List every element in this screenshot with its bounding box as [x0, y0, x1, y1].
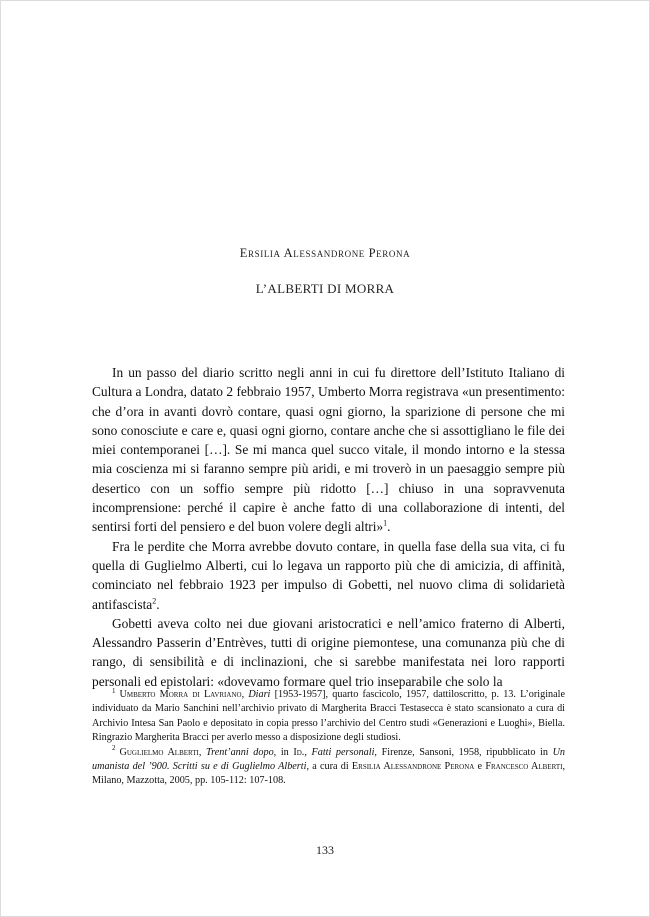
main-text: [92, 363, 565, 691]
article-title: L’ALBERTI DI MORRA: [255, 281, 395, 296]
footnote-1-text: [1953-1957], quarto fascicolo, 1957, dattiloscritto, p. 13. L’originale individuato da Mario Sanchini nell’archivio privato di Margherita Bracci Testasecca è stato scansionato a cura di Archivio Intesa San Paolo e depositato in copia presso l’archivio del Centro studi «Generazioni e Luoghi», Biella. Ringrazio Margherita Bracci per averlo messo a disposizione degli studiosi.: [92, 689, 566, 744]
paragraph-2: Fra le perdite che Morra avrebbe dovuto contare, in quella fase della sua vita, ci fu quella di Guglielmo Alberti, cui lo legava un rapporto più che di amicizia, di affinità, cominciato nel febbraio 1923 per impulso di Gobetti, nel nuovo clima di solidarietà antifascista$^2$.: [92, 538, 565, 612]
paragraph-3-text: Gobetti aveva colto nei due giovani aristocratici e nell’amico fraterno di Alberti, Alessandro Passerin d’Entrèves, tutti di origine piemontese, una comunanza più che di rango, di sensibilità e di inclinazioni, che si sarebbe manifestata nei loro rapporti personali ed epistolari: «dovevamo formare quel trio inseparabile che solo la: [92, 615, 565, 689]
footnote-2-editor-2: Francesco Alberti: [485, 761, 563, 773]
paragraph-1: In un passo del diario scritto negli anni in cui fu direttore dell’Istituto Italiano di Cultura a Londra, datato 2 febbraio 1957, Umberto Morra registrava «un presentimento: che d’ora in avanti dovrò contare, quasi ogni giorno, la sparizione di persone che mi sono conosciute e care e, quasi ogni giorno, contare anche che si assottigliano le file dei miei contemporanei […]. Se mi manca quel succo vitale, il mondo intorno e la stessa mia coscienza mi si faranno sempre più aridi, e mi troverò in un paesaggio sempre più desertico con un soffio sempre più ridotto […] chiuso in una sopravvenuta incomprensione: perché il capire è anche fatto di una collaborazione di intenti, del sentirsi forti del pensiero e del buon volere degli altri»$^1$.: [92, 365, 565, 535]
paragraph-1-text: In un passo del diario scritto negli anni in cui fu direttore dell’Istituto Italiano di Cultura a Londra, datato 2 febbraio 1957, Umberto Morra registrava «un presentimento: che d’ora in avanti dovrò contare, quasi ogni giorno, la sparizione di persone che mi sono conosciute e care e, quasi ogni giorno, contare anche che si assottigliano le file dei miei contemporanei […]. Se mi manca quel succo vitale, il mondo intorno e la stessa mia coscienza mi si faranno sempre più aridi, e mi troverò in un paesaggio sempre più desertico con un soffio sempre più ridotto […] chiuso in una sopravvenuta incomprensione: perché il capire è anche fatto di una collaborazione di intenti, del sentirsi forti del pensiero e del buon volere degli altri»: [92, 365, 565, 535]
footnote-2-sep2: ,: [304, 746, 312, 758]
page-number: 133: [316, 843, 334, 857]
paragraph-2-text: Fra le perdite che Morra avrebbe dovuto contare, in quella fase della sua vita, ci fu quella di Guglielmo Alberti, cui lo legava un rapporto più che di amicizia, di affinità, cominciato nel febbraio 1923 per impulso di Gobetti, nel nuovo clima di solidarietà antifascista: [92, 538, 565, 612]
footnote-1-author: Umberto Morra di Lavriano: [119, 689, 242, 700]
footnote-2-ibid: Id.: [293, 746, 305, 758]
footnote-2-mid3: , a cura di: [306, 761, 352, 773]
footnote-2-book: Un umanista del ’900. Scritti su e di Guglielmo Alberti: [92, 746, 566, 773]
footnote-2-tail: , Milano, Mazzotta, 2005, pp. 105-112: 107-108.: [92, 761, 565, 787]
footnote-ref-1[interactable]: 1: [383, 518, 388, 528]
footnote-2-mid4: e: [474, 761, 486, 773]
footnote-1-sep: ,: [241, 689, 249, 700]
footnote-2-work: Trent’anni dopo: [206, 746, 274, 758]
footnote-1: [92, 688, 565, 746]
footnote-2-collection: Fatti personali: [311, 746, 375, 758]
article-author: Ersilia Alessandrone Perona: [239, 246, 411, 260]
footnote-2-author: Guglielmo Alberti: [119, 746, 199, 758]
footnote-1-mark: 1: [112, 686, 116, 695]
footnote-ref-2[interactable]: 2: [152, 596, 157, 606]
footnote-2-mark: 2: [112, 744, 116, 753]
footnote-2-mid1: , in: [273, 746, 294, 758]
footnotes: [92, 688, 565, 789]
footnote-2: [92, 746, 565, 789]
footnote-2-editor-1: Ersilia Alessandrone Perona: [351, 761, 475, 773]
paragraph-3: [92, 614, 565, 691]
footnote-2-mid2: , Firenze, Sansoni, 1958, ripubblicato in: [374, 746, 553, 758]
footnote-2-sep1: ,: [198, 746, 207, 758]
footnote-1-work: Diari: [248, 689, 271, 700]
